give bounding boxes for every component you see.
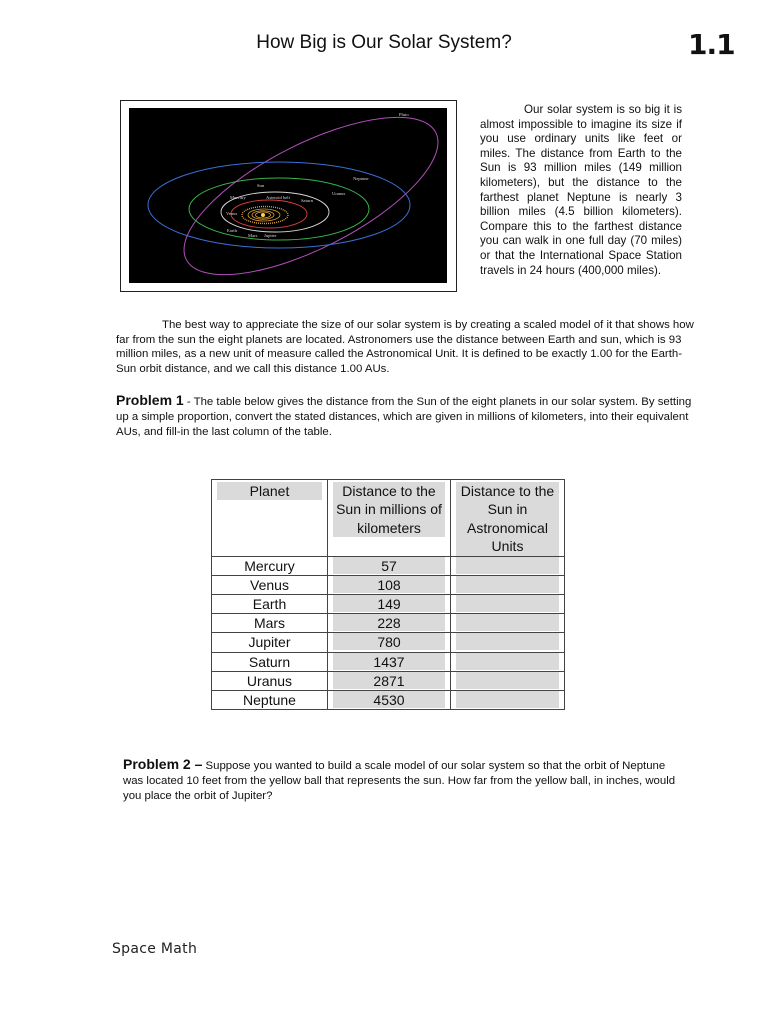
planet-cell: Venus bbox=[212, 575, 328, 594]
header-distance-km: Distance to the Sun in millions of kilometers bbox=[328, 480, 451, 557]
intro-paragraph bbox=[480, 103, 682, 278]
orbit-diagram-svg bbox=[129, 108, 447, 283]
body-paragraph bbox=[116, 318, 694, 376]
table-row bbox=[212, 633, 565, 652]
au-answer-cell[interactable] bbox=[451, 652, 565, 671]
distance-cell: 4530 bbox=[328, 690, 451, 709]
label-mercury: Mercury bbox=[230, 195, 246, 200]
planet-cell: Jupiter bbox=[212, 633, 328, 652]
table-row bbox=[212, 671, 565, 690]
distance-cell: 2871 bbox=[328, 671, 451, 690]
label-uranus: Uranus bbox=[332, 191, 346, 196]
planet-cell: Neptune bbox=[212, 690, 328, 709]
table-row bbox=[212, 614, 565, 633]
label-venus: Venus bbox=[226, 211, 238, 216]
au-answer-cell[interactable] bbox=[451, 556, 565, 575]
body-text: The best way to appreciate the size of our solar system is by creating a scaled model of it that shows how far from the sun the eight planets are located. Astronomers use the distance between Earth and sun, which is 93 million miles, as a new unit of measure called the Astronomical Unit. It is defined to be exactly 1.00 for the Earth-Sun orbit distance, and we call this distance 1.00 AUs. bbox=[116, 319, 694, 375]
problem-2 bbox=[123, 757, 683, 804]
problem-1 bbox=[116, 393, 696, 440]
au-answer-cell[interactable] bbox=[451, 690, 565, 709]
planet-cell: Mars bbox=[212, 614, 328, 633]
planet-cell: Earth bbox=[212, 595, 328, 614]
label-jupiter: Jupiter bbox=[264, 233, 277, 238]
page-title: How Big is Our Solar System? bbox=[256, 32, 512, 53]
distance-cell: 228 bbox=[328, 614, 451, 633]
table-row bbox=[212, 652, 565, 671]
intro-text: Our solar system is so big it is almost impossible to imagine its size if you use ordinary units like feet or miles. The distance from Earth to the Sun is 93 million miles (149 million kilometers), but the distance to the farthest planet Neptune is nearly 3 billion miles (4.5 billion kilometers). Compare this to the farthest distance you can walk in one full day (70 miles) or that the International Space Station travels in 24 hours (400,000 miles). bbox=[480, 103, 682, 277]
planet-cell: Mercury bbox=[212, 556, 328, 575]
label-earth: Earth bbox=[227, 228, 237, 233]
au-answer-cell[interactable] bbox=[451, 633, 565, 652]
uranus-orbit bbox=[189, 178, 369, 240]
label-mars: Mars bbox=[248, 233, 258, 238]
table-row bbox=[212, 595, 565, 614]
label-neptune: Neptune bbox=[353, 176, 369, 181]
jupiter-orbit bbox=[231, 200, 307, 228]
distance-cell: 1437 bbox=[328, 652, 451, 671]
problem-2-heading: Problem 2 – bbox=[123, 756, 203, 772]
problem-1-text: - The table below gives the distance from the Sun of the eight planets in our solar system. By setting up a simple proportion, convert the stated distances, which are given in millions of kilometers, into their equivalent AUs, and fill-in the last column of the table. bbox=[116, 396, 692, 438]
planet-cell: Uranus bbox=[212, 671, 328, 690]
label-asteroid-belt: Asteroid belt bbox=[266, 195, 290, 200]
solar-system-diagram bbox=[129, 108, 447, 283]
label-saturn: Saturn bbox=[301, 198, 313, 203]
section-number: 1.1 bbox=[688, 28, 735, 61]
header-distance-au: Distance to the Sun in Astronomical Units bbox=[451, 480, 565, 557]
au-answer-cell[interactable] bbox=[451, 614, 565, 633]
header-planet: Planet bbox=[212, 480, 328, 557]
au-answer-cell[interactable] bbox=[451, 671, 565, 690]
distance-cell: 57 bbox=[328, 556, 451, 575]
planet-cell: Saturn bbox=[212, 652, 328, 671]
label-sun: Sun bbox=[257, 183, 265, 188]
problem-1-heading: Problem 1 bbox=[116, 392, 184, 408]
table-row bbox=[212, 575, 565, 594]
au-answer-cell[interactable] bbox=[451, 595, 565, 614]
sun-dot bbox=[261, 213, 265, 217]
distance-cell: 108 bbox=[328, 575, 451, 594]
solar-system-figure bbox=[120, 100, 457, 292]
planet-distance-table bbox=[211, 479, 565, 710]
problem-2-text: Suppose you wanted to build a scale model of our solar system so that the orbit of Neptune was located 10 feet from the yellow ball that represents the sun. How far from the yellow ball, in inches, would you place the orbit of Jupiter? bbox=[123, 760, 676, 802]
table-row bbox=[212, 690, 565, 709]
distance-cell: 149 bbox=[328, 595, 451, 614]
footer-brand: Space Math bbox=[112, 941, 198, 957]
table-row bbox=[212, 556, 565, 575]
au-answer-cell[interactable] bbox=[451, 575, 565, 594]
label-pluto: Pluto bbox=[399, 112, 409, 117]
distance-cell: 780 bbox=[328, 633, 451, 652]
table-header-row bbox=[212, 480, 565, 557]
